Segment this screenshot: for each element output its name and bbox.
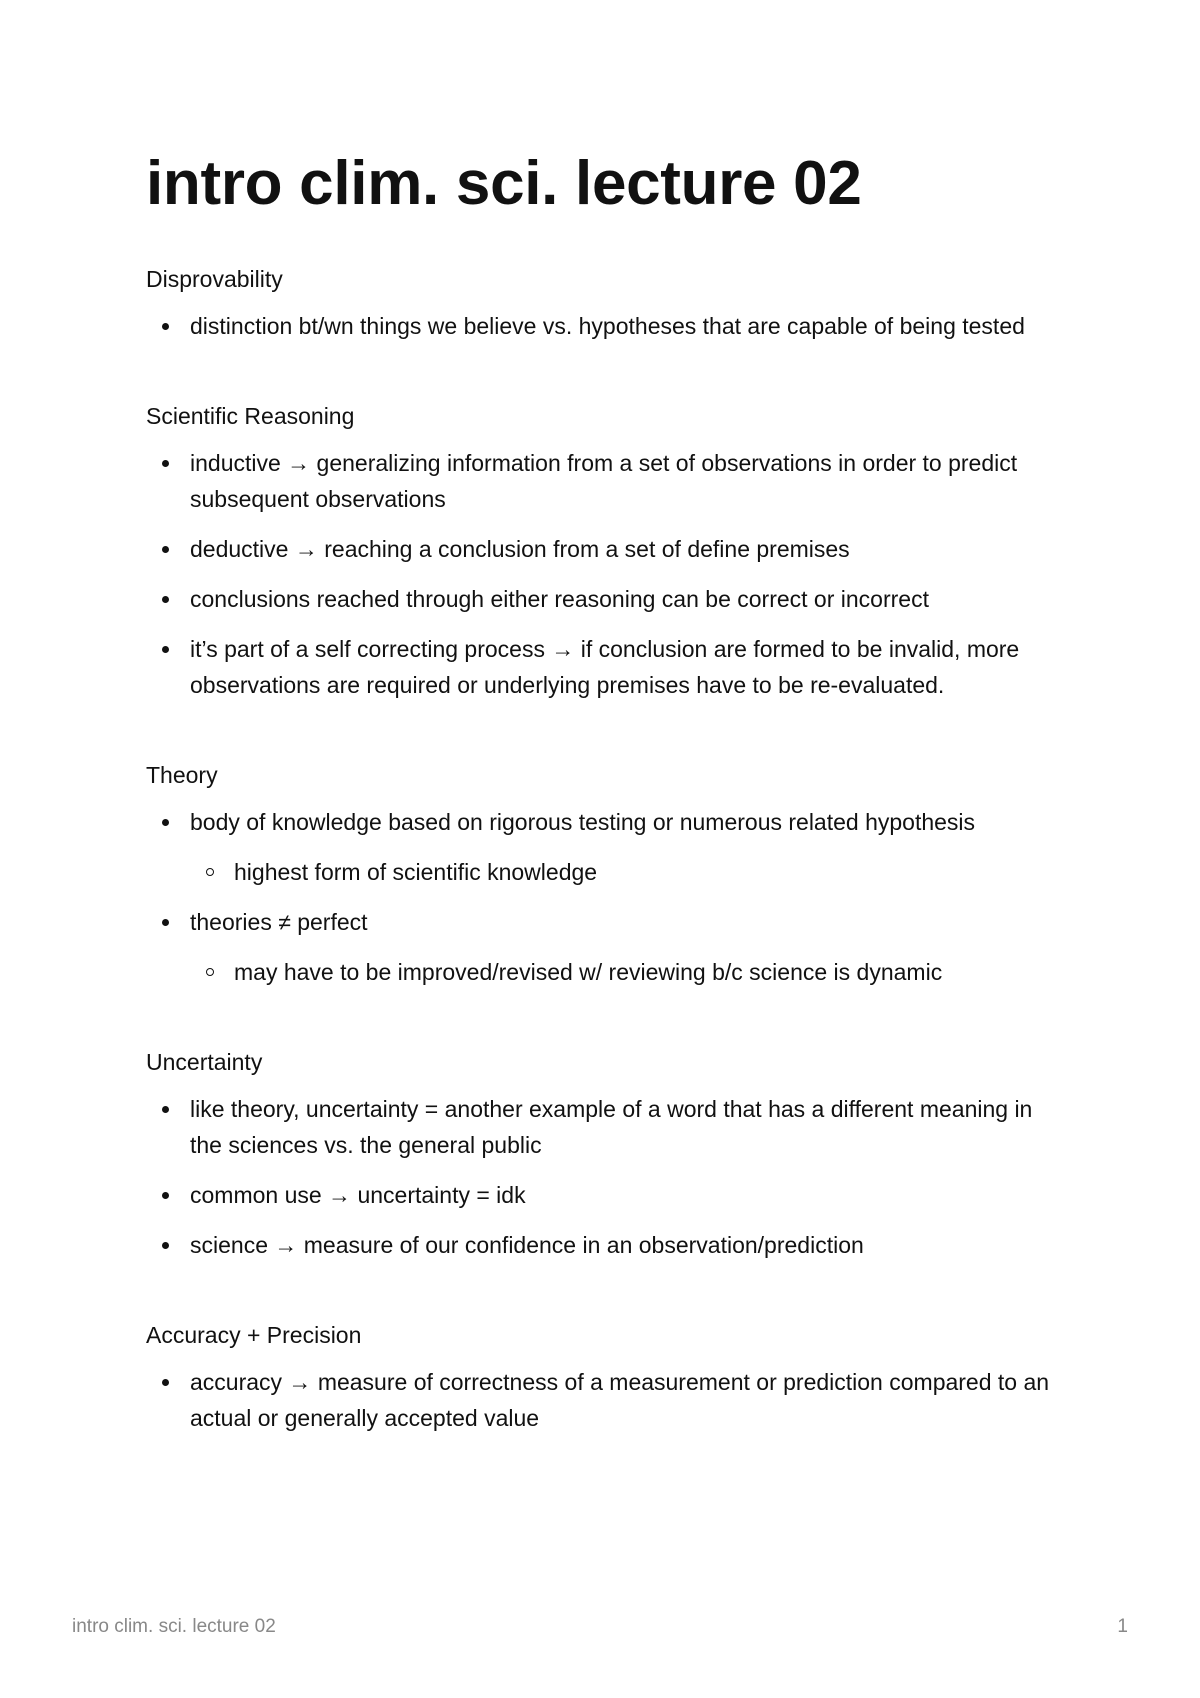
bullet-list — [146, 1364, 1066, 1436]
section-uncertainty — [146, 1047, 1066, 1263]
bullet-list — [146, 445, 1066, 703]
sub-list-item: highest form of scientific knowledge — [190, 854, 1066, 890]
section-heading: Disprovability — [146, 266, 283, 292]
list-item: conclusions reached through either reasoning can be correct or incorrect — [146, 581, 1066, 617]
list-item: accuracy → measure of correctness of a measurement or prediction compared to an actual or generally accepted value — [146, 1364, 1066, 1436]
section-disprovability — [146, 264, 1066, 344]
bullet-list — [146, 804, 1066, 990]
section-theory — [146, 760, 1066, 990]
page-number: 1 — [1117, 1616, 1128, 1637]
list-item-text: body of knowledge based on rigorous testing or numerous related hypothesis — [190, 809, 976, 835]
list-item: deductive → reaching a conclusion from a set of define premises — [146, 531, 1066, 567]
list-item: inductive → generalizing information from a set of observations in order to predict subsequent observations — [146, 445, 1066, 517]
document-title: intro clim. sci. lecture 02 — [146, 149, 862, 218]
sub-bullet-list — [190, 954, 1066, 990]
section-heading: Accuracy + Precision — [146, 1322, 362, 1348]
section-heading: Uncertainty — [146, 1049, 263, 1075]
list-item: science → measure of our confidence in an observation/prediction — [146, 1227, 1066, 1263]
section-scientific-reasoning — [146, 401, 1066, 703]
list-item: like theory, uncertainty = another example of a word that has a different meaning in the sciences vs. the general public — [146, 1091, 1066, 1163]
list-item — [146, 904, 1066, 990]
footer-title: intro clim. sci. lecture 02 — [72, 1616, 276, 1637]
section-heading: Theory — [146, 762, 218, 788]
section-accuracy-precision — [146, 1320, 1066, 1436]
section-heading: Scientific Reasoning — [146, 403, 355, 429]
list-item: common use → uncertainty = idk — [146, 1177, 1066, 1213]
page-content — [146, 146, 1066, 1436]
sub-bullet-list — [190, 854, 1066, 890]
page-footer — [72, 1616, 1128, 1638]
bullet-list — [146, 308, 1066, 344]
sub-list-item: may have to be improved/revised w/ reviewing b/c science is dynamic — [190, 954, 1066, 990]
list-item — [146, 804, 1066, 890]
bullet-list — [146, 1091, 1066, 1263]
list-item-text: theories ≠ perfect — [190, 909, 368, 935]
list-item: distinction bt/wn things we believe vs. hypotheses that are capable of being tested — [146, 308, 1066, 344]
list-item: it’s part of a self correcting process → if conclusion are formed to be invalid, more observations are required or underlying premises have to be re-evaluated. — [146, 631, 1066, 703]
